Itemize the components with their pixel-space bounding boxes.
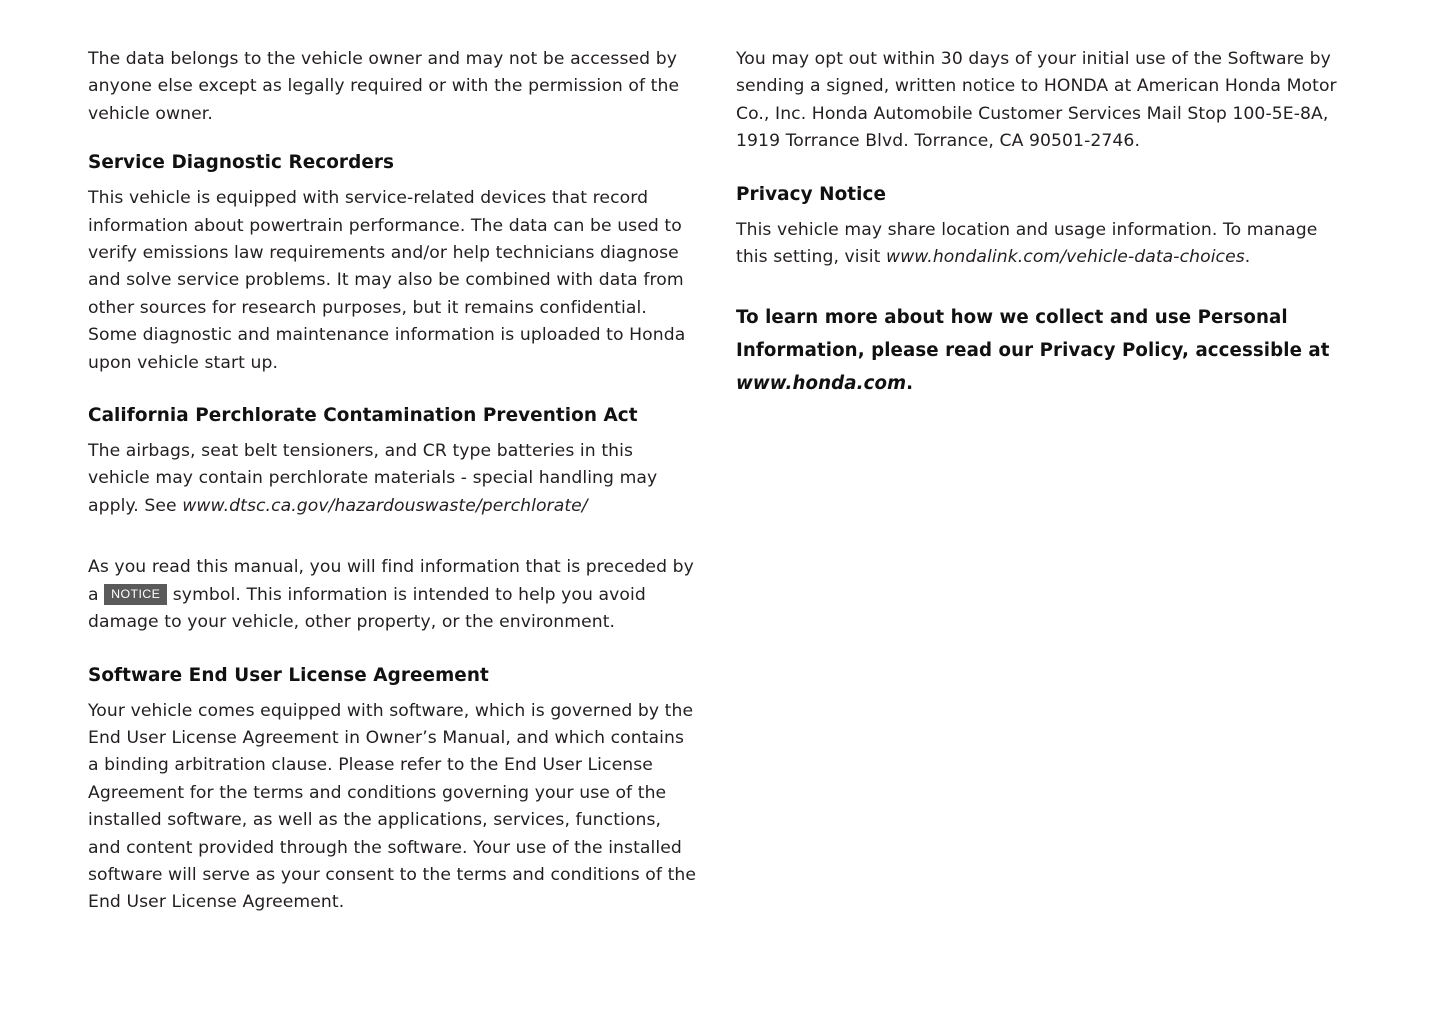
heading-software-eula: Software End User License Agreement: [88, 664, 489, 686]
heading-privacy-notice: Privacy Notice: [736, 183, 887, 205]
privacy-text-after: .: [1244, 247, 1251, 268]
paragraph-opt-out: You may opt out within 30 days of your initial use of the Software by sending a signed, written notice to HONDA at American Honda Motor Co., Inc. Honda Automobile Customer Services Mail Stop 100-5E-8A, 1919 Torrance Blvd. Torrance, CA 90501-2746.: [736, 49, 1337, 152]
notice-badge: NOTICE: [104, 584, 167, 605]
notice-symbol-paragraph: [88, 554, 698, 636]
notice-text-after: symbol. This information is intended to help you avoid damage to your vehicle, other property, or the environment.: [88, 584, 646, 633]
paragraph-software-eula: Your vehicle comes equipped with software, which is governed by the End User License Agreement in Owner’s Manual, and which contains a binding arbitration clause. Please refer to the End User License Agreement for the terms and conditions governing your use of the installed software, as well as the applications, services, functions, and content provided through the software. Your use of the installed software will serve as your consent to the terms and conditions of the End User License Agreement.: [88, 700, 697, 913]
learn-more-text-before: To learn more about how we collect and use Personal Information, please read our Privacy Policy, accessible at: [736, 307, 1330, 362]
learn-more-text-after: .: [906, 373, 914, 395]
perchlorate-link[interactable]: www.dtsc.ca.gov/hazardouswaste/perchlorate/: [182, 495, 588, 516]
notice-text-before: As you read this manual, you will find information that is preceded by a: [88, 557, 694, 605]
intro-paragraph: The data belongs to the vehicle owner and may not be accessed by anyone else except as legally required or with the permission of the vehicle owner.: [88, 49, 680, 124]
privacy-text-before: This vehicle may share location and usage information. To manage this setting, visit: [736, 219, 1318, 268]
hondalink-link[interactable]: www.hondalink.com/vehicle-data-choices: [885, 247, 1245, 268]
heading-service-diagnostic-recorders: Service Diagnostic Recorders: [88, 152, 395, 174]
perchlorate-text: The airbags, seat belt tensioners, and CR type batteries in this vehicle may contain perchlorate materials - special handling may apply. See: [88, 441, 658, 516]
honda-com-link[interactable]: www.honda.com: [736, 373, 907, 395]
heading-california-perchlorate-act: California Perchlorate Contamination Prevention Act: [88, 405, 638, 427]
left-column: [88, 46, 698, 939]
two-column-layout: [88, 46, 1357, 939]
paragraph-learn-more: [736, 301, 1346, 400]
right-column: [736, 46, 1346, 400]
paragraph-privacy-notice: [736, 217, 1346, 272]
paragraph-california-perchlorate-act: [88, 438, 698, 520]
paragraph-service-diagnostic-recorders: This vehicle is equipped with service-related devices that record information about powertrain performance. The data can be used to verify emissions law requirements and/or help technicians diagnose and solve service problems. It may also be combined with data from other sources for research purposes, but it remains confidential. Some diagnostic and maintenance information is uploaded to Honda upon vehicle start up.: [88, 188, 686, 373]
